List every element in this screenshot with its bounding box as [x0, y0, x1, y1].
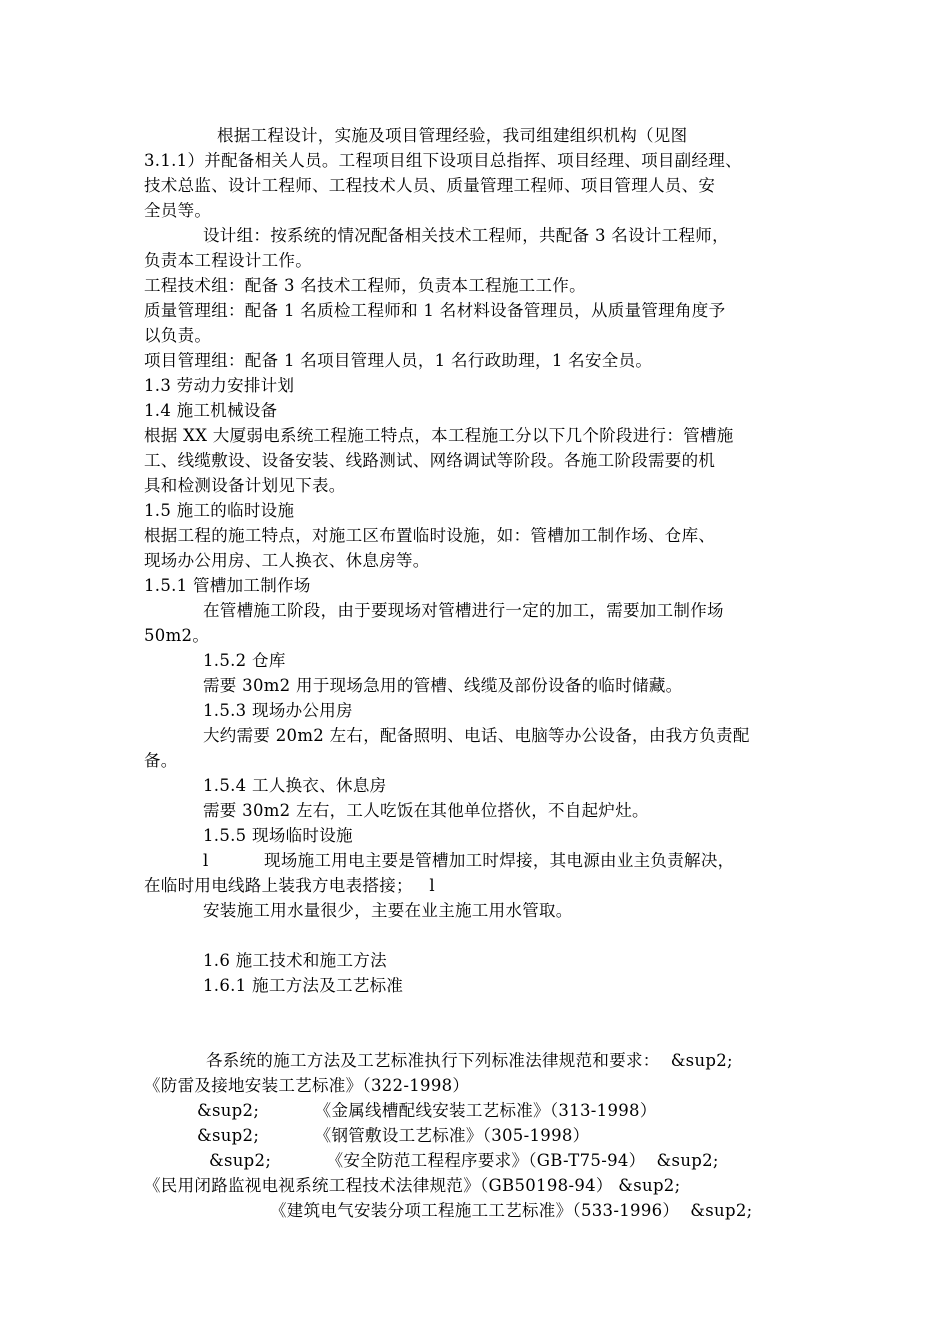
text-line: &sup2; 《钢管敷设工艺标准》（305-1998）	[197, 1126, 590, 1145]
text-line: 以负责。	[144, 326, 212, 345]
text-line: 在管槽施工阶段，由于要现场对管槽进行一定的加工，需要加工制作场	[203, 601, 724, 620]
text-line: 安装施工用水量很少，主要在业主施工用水管取。	[203, 901, 573, 920]
text-line: 技术总监、设计工程师、工程技术人员、质量管理工程师、项目管理人员、安	[144, 176, 716, 195]
text-line: 项目管理组：配备 1 名项目管理人员，1 名行政助理，1 名安全员。	[144, 351, 653, 370]
section-heading: 1.3 劳动力安排计划	[144, 376, 295, 395]
text-line: 质量管理组：配备 1 名质检工程师和 1 名材料设备管理员，从质量管理角度予	[144, 301, 726, 320]
text-line: 50m2。	[144, 626, 210, 645]
text-line: 全员等。	[144, 201, 212, 220]
text-line: &sup2; 《安全防范工程程序要求》（GB-T75-94） &sup2;	[209, 1151, 719, 1170]
text-line: 现场办公用房、工人换衣、休息房等。	[144, 551, 430, 570]
text-line: 具和检测设备计划见下表。	[144, 476, 346, 495]
text-line: 在临时用电线路上装我方电表搭接； l	[144, 876, 436, 895]
section-heading: 1.5.1 管槽加工制作场	[144, 576, 311, 595]
text-line: 《民用闭路监视电视系统工程技术法律规范》（GB50198-94） &sup2;	[144, 1176, 681, 1195]
text-line: 《建筑电气安装分项工程施工工艺标准》（533-1996） &sup2;	[270, 1201, 753, 1220]
text-line: 需要 30m2 左右，工人吃饭在其他单位搭伙，不自起炉灶。	[203, 801, 649, 820]
text-line: 负责本工程设计工作。	[144, 251, 312, 270]
section-heading: 1.5.4 工人换衣、休息房	[203, 776, 387, 795]
text-line: 工、线缆敷设、设备安装、线路测试、网络调试等阶段。各施工阶段需要的机	[144, 451, 716, 470]
text-line: 《防雷及接地安装工艺标准》（322-1998）	[144, 1076, 470, 1095]
text-line: &sup2; 《金属线槽配线安装工艺标准》（313-1998）	[197, 1101, 657, 1120]
text-line: 工程技术组：配备 3 名技术工程师，负责本工程施工工作。	[144, 276, 586, 295]
section-heading: 1.5.2 仓库	[203, 651, 286, 670]
text-line: l 现场施工用电主要是管槽加工时焊接，其电源由业主负责解决，	[203, 851, 735, 870]
section-heading: 1.5.5 现场临时设施	[203, 826, 353, 845]
section-heading: 1.6 施工技术和施工方法	[203, 951, 387, 970]
text-line: 根据工程设计，实施及项目管理经验，我司组建组织机构（见图	[217, 126, 688, 145]
text-line: 各系统的施工方法及工艺标准执行下列标准法律规范和要求： &sup2;	[206, 1051, 733, 1070]
text-line: 需要 30m2 用于现场急用的管槽、线缆及部份设备的临时储藏。	[203, 676, 683, 695]
text-line: 根据 XX 大厦弱电系统工程施工特点，本工程施工分以下几个阶段进行：管槽施	[144, 426, 734, 445]
section-heading: 1.5.3 现场办公用房	[203, 701, 353, 720]
text-line: 设计组：按系统的情况配备相关技术工程师，共配备 3 名设计工程师，	[203, 226, 729, 245]
text-line: 备。	[144, 751, 178, 770]
section-heading: 1.5 施工的临时设施	[144, 501, 295, 520]
section-heading: 1.6.1 施工方法及工艺标准	[203, 976, 404, 995]
text-line: 3.1.1）并配备相关人员。工程项目组下设项目总指挥、项目经理、项目副经理、	[144, 151, 742, 170]
section-heading: 1.4 施工机械设备	[144, 401, 278, 420]
text-line: 大约需要 20m2 左右，配备照明、电话、电脑等办公设备，由我方负责配	[203, 726, 750, 745]
text-line: 根据工程的施工特点，对施工区布置临时设施，如：管槽加工制作场、仓库、	[144, 526, 716, 545]
